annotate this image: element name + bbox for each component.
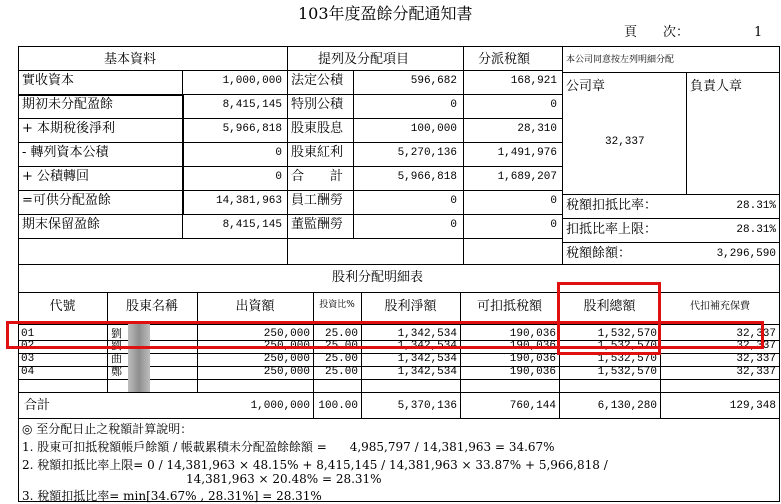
detail-row-total: 1,532,570 — [597, 353, 657, 365]
responsible-seal-label: 負責人章 — [690, 79, 743, 94]
grid-line — [287, 214, 562, 215]
detail-row-credit: 190,036 — [509, 366, 556, 378]
basic-row-value: 8,415,145 — [222, 219, 282, 231]
basic-row-value: 14,381,963 — [215, 195, 282, 207]
header-tax: 分派稅額 — [478, 52, 531, 67]
detail-row-pct: 25.00 — [324, 366, 358, 378]
notes-line-2b: 14,381,963 × 20.48% = 28.31% — [186, 472, 382, 486]
alloc-row-tax: 0 — [550, 99, 557, 111]
grid-line — [18, 166, 287, 167]
grid-line — [287, 94, 562, 95]
detail-row-name: 曲 — [111, 352, 122, 365]
document-title: 103年度盈餘分配通知書 — [298, 4, 473, 23]
basic-row-value: 0 — [275, 171, 282, 183]
grid-line — [18, 264, 780, 265]
detail-row-net: 1,342,534 — [397, 353, 457, 365]
detail-row-total: 1,532,570 — [597, 340, 657, 352]
grid-line — [287, 142, 562, 143]
basic-row-label: 實收資本 — [22, 73, 75, 88]
alloc-row-amount: 0 — [450, 99, 457, 111]
detail-column-header: 投資比% — [319, 300, 355, 310]
alloc-row-tax: 168,921 — [510, 75, 557, 87]
grid-line — [18, 118, 287, 119]
grid-line — [18, 70, 562, 71]
notes-line-3: 3. 稅額扣抵比率= min[34.67% , 28.31%] = 28.31% — [22, 489, 322, 503]
highlight-row-01 — [6, 321, 764, 349]
detail-row-code: 02 — [21, 340, 35, 352]
grid-line — [18, 292, 780, 293]
detail-row-capital: 250,000 — [263, 340, 310, 352]
detail-column-header: 代扣補充保費 — [690, 301, 750, 312]
alloc-row-label: 股東股息 — [291, 121, 344, 136]
detail-title: 股利分配明細表 — [332, 270, 424, 285]
grid-line — [18, 418, 780, 419]
alloc-row-amount: 100,000 — [410, 123, 457, 135]
detail-row-premium: 32,337 — [736, 353, 776, 365]
alloc-row-label: 特別公積 — [291, 97, 344, 112]
grid-line — [562, 242, 780, 243]
detail-total-credit: 760,144 — [509, 400, 556, 412]
alloc-row-label: 法定公積 — [291, 73, 344, 88]
detail-row-premium: 32,337 — [736, 328, 776, 340]
alloc-row-tax: 0 — [550, 219, 557, 231]
alloc-row-amount: 0 — [450, 219, 457, 231]
ratio-label: 稅額餘額： — [566, 246, 632, 261]
alloc-row-amount: 596,682 — [410, 75, 457, 87]
alloc-row-amount: 0 — [450, 195, 457, 207]
detail-row-capital: 250,000 — [263, 328, 310, 340]
notes-line-2a: 2. 稅額扣抵比率上限= 0 / 14,381,963 × 48.15% + 8,415,145 / 14,381,963 × 33.87% + 5,966,818 / — [22, 458, 608, 472]
basic-row-label: - 轉列資本公積 — [22, 145, 109, 160]
alloc-row-label: 合 計 — [291, 169, 344, 184]
detail-row-credit: 190,036 — [509, 328, 556, 340]
detail-row-net: 1,342,534 — [397, 328, 457, 340]
detail-column-header: 出資額 — [235, 299, 275, 314]
ratio-value: 3,296,590 — [716, 248, 776, 260]
basic-row-value: 8,415,145 — [222, 99, 282, 111]
detail-column-header: 股利淨額 — [384, 299, 437, 314]
grid-line — [562, 218, 780, 219]
detail-total-total: 6,130,280 — [597, 400, 657, 412]
detail-total-net: 5,370,136 — [397, 400, 457, 412]
detail-column-header: 代號 — [49, 299, 76, 314]
detail-row-name: 鄭 — [111, 365, 122, 378]
alloc-row-tax: 1,689,207 — [497, 171, 557, 183]
page-number: 1 — [754, 25, 763, 40]
alloc-row-label: 員工酬勞 — [291, 193, 344, 208]
company-seal-label: 公司章 — [566, 79, 606, 94]
detail-column-header: 股東名稱 — [125, 299, 178, 314]
header-items: 提列及分配項目 — [318, 52, 410, 67]
header-agree: 本公司同意按左列明細分配 — [566, 55, 675, 65]
grid-line — [18, 392, 780, 393]
grid-line — [18, 214, 287, 215]
basic-row-value: 1,000,000 — [222, 75, 282, 87]
detail-total-label: 合計 — [24, 398, 51, 413]
detail-row-total: 1,532,570 — [597, 366, 657, 378]
detail-row-net: 1,342,534 — [397, 366, 457, 378]
grid-line — [287, 118, 562, 119]
detail-row-net: 1,342,534 — [397, 340, 457, 352]
alloc-row-tax: 1,491,976 — [497, 147, 557, 159]
grid-line — [361, 292, 362, 418]
basic-row-label: 期末保留盈餘 — [22, 217, 101, 232]
page-label: 頁 次： — [624, 25, 690, 40]
notes-heading: ◎ 至分配日止之稅額計算說明： — [22, 422, 193, 436]
notes-line-1: 1. 股東可扣抵稅額帳戶餘額 / 帳載累積未分配盈餘餘額 = 4,985,797 / 14,381,963 = 34.67% — [22, 440, 555, 454]
detail-row-code: 01 — [21, 328, 35, 340]
grid-line — [182, 94, 287, 95]
detail-total-premium: 129,348 — [729, 400, 776, 412]
detail-row-code: 03 — [21, 353, 35, 365]
ratio-value: 28.31% — [736, 224, 776, 236]
detail-row-code: 04 — [21, 366, 35, 378]
basic-row-label: + 本期稅後淨利 — [22, 121, 116, 136]
seal-value: 32,337 — [605, 136, 645, 148]
grid-line — [287, 166, 562, 167]
detail-row-pct: 25.00 — [324, 340, 358, 352]
grid-line — [353, 70, 354, 238]
grid-line — [287, 46, 288, 264]
detail-row-premium: 32,337 — [736, 366, 776, 378]
detail-row-pct: 25.00 — [324, 328, 358, 340]
detail-column-header: 可扣抵稅額 — [476, 299, 542, 314]
basic-row-value: 5,966,818 — [222, 123, 282, 135]
alloc-row-amount: 5,270,136 — [397, 147, 457, 159]
detail-row-capital: 250,000 — [263, 366, 310, 378]
grid-line — [460, 292, 461, 418]
grid-line — [18, 142, 287, 143]
alloc-row-tax: 28,310 — [517, 123, 557, 135]
grid-line — [287, 238, 562, 239]
detail-row-credit: 190,036 — [509, 353, 556, 365]
grid-line — [18, 190, 287, 191]
ratio-value: 28.31% — [736, 200, 776, 212]
grid-line — [287, 190, 562, 191]
detail-row-credit: 190,036 — [509, 340, 556, 352]
detail-row-name: 劉 — [111, 327, 122, 340]
grid-line — [18, 94, 182, 96]
basic-row-label: =可供分配盈餘 — [22, 193, 111, 208]
alloc-row-amount: 5,966,818 — [397, 171, 457, 183]
detail-total-pct: 100.00 — [318, 400, 358, 412]
detail-row-total: 1,532,570 — [597, 328, 657, 340]
alloc-row-label: 董監酬勞 — [291, 217, 344, 232]
detail-row-capital: 250,000 — [263, 353, 310, 365]
detail-row-pct: 25.00 — [324, 353, 358, 365]
ratio-label: 扣抵比率上限： — [566, 222, 658, 237]
basic-row-value: 0 — [275, 147, 282, 159]
grid-line — [18, 238, 287, 239]
detail-row-name: 劉 — [111, 339, 122, 352]
detail-row-premium: 32,337 — [736, 340, 776, 352]
grid-line — [686, 72, 687, 194]
ratio-label: 稅額扣抵比率： — [566, 198, 658, 213]
detail-total-capital: 1,000,000 — [250, 400, 310, 412]
grid-line — [182, 94, 184, 214]
basic-row-label: 期初未分配盈餘 — [22, 97, 114, 112]
grid-line — [562, 46, 563, 264]
grid-line — [463, 46, 464, 264]
grid-line — [562, 194, 780, 195]
detail-column-header: 股利總額 — [583, 299, 636, 314]
header-basic: 基本資料 — [104, 52, 157, 67]
grid-line — [562, 72, 780, 73]
grid-line — [313, 292, 314, 418]
alloc-row-tax: 0 — [550, 195, 557, 207]
basic-row-label: + 公積轉回 — [22, 169, 90, 184]
alloc-row-label: 股東紅利 — [291, 145, 344, 160]
